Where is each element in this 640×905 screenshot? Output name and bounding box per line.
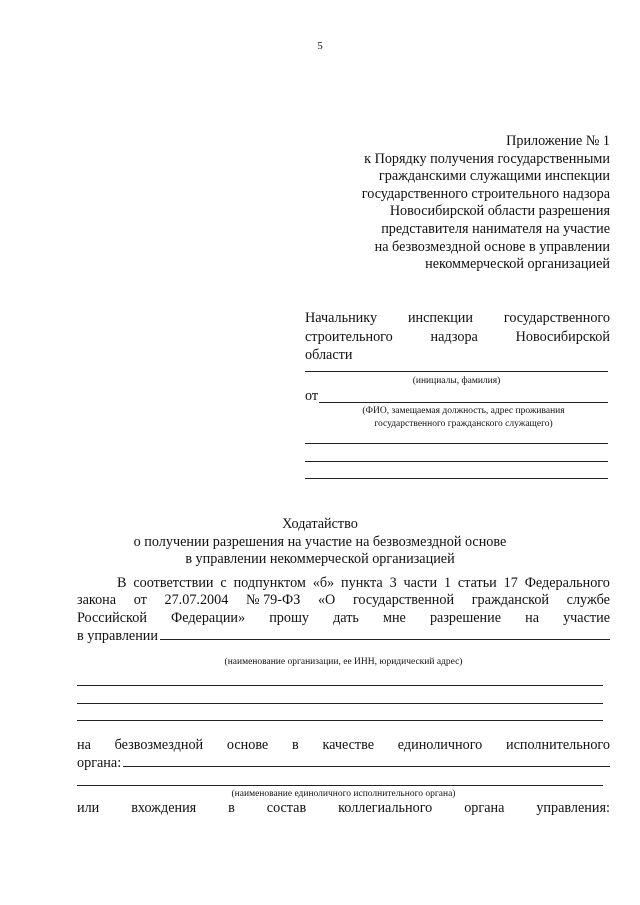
word: коллегиального: [338, 800, 433, 816]
from-label: от: [305, 388, 319, 404]
organization-field-line[interactable]: [160, 627, 610, 640]
applicant-field-line[interactable]: [305, 478, 608, 479]
word: мне: [382, 609, 406, 626]
organ-label: органа:: [77, 755, 122, 772]
in-management-label: в управлении: [77, 627, 158, 644]
word: 27.07.2004: [164, 592, 229, 609]
word: закона: [77, 592, 117, 609]
word: 3: [389, 575, 397, 591]
applicant-field-line[interactable]: [305, 443, 608, 444]
word: В: [117, 575, 127, 591]
fio-caption-1: (ФИО, замещаемая должность, адрес проживания: [362, 406, 565, 416]
word: № 79-ФЗ: [245, 592, 301, 609]
appendix-line: представителя нанимателя на участие: [381, 220, 610, 237]
word: службе: [566, 592, 610, 609]
executive-organ-field-line[interactable]: [77, 785, 603, 786]
title-line: о получении разрешения на участие на безвозмездной основе: [133, 533, 507, 550]
organization-caption: (наименование организации, ее ИНН, юридический адрес): [224, 657, 463, 667]
word: вхождения: [131, 800, 197, 816]
word: единоличного: [397, 737, 483, 753]
appendix-line: Приложение № 1: [506, 133, 610, 149]
word: государственного: [503, 310, 610, 326]
title-line: Ходатайство: [282, 516, 358, 532]
petition-paragraph: [77, 575, 610, 645]
applicant-field-line[interactable]: [305, 461, 608, 462]
title-line: в управлении некоммерческой организацией: [185, 551, 455, 567]
word: участие: [563, 609, 610, 626]
paragraph-line: [77, 575, 610, 592]
word: на: [77, 737, 91, 753]
word: на: [525, 609, 539, 626]
paragraph-line: [77, 754, 610, 772]
appendix-line: на безвозмездной основе в управлении: [374, 238, 610, 255]
word: «О: [317, 592, 336, 609]
word: основе: [226, 737, 269, 753]
word: дать: [333, 609, 359, 626]
word: подпунктом: [233, 575, 306, 591]
paragraph-line: [77, 610, 610, 627]
word: соответствии: [133, 575, 214, 591]
organization-field-line[interactable]: [77, 720, 603, 721]
page-number: 5: [317, 40, 323, 52]
appendix-line: к Порядку получения государственными: [364, 150, 610, 167]
appendix-line: некоммерческой организацией: [425, 256, 610, 273]
document-title: [0, 516, 640, 569]
initials-field-line[interactable]: [305, 371, 608, 372]
organization-field-line[interactable]: [77, 685, 603, 686]
word: состав: [266, 800, 307, 816]
word: надзора: [430, 328, 478, 345]
executive-organ-field-line[interactable]: [123, 754, 610, 767]
paragraph-line: [77, 800, 610, 817]
word: «б»: [312, 575, 335, 591]
addressee-line-3: области: [305, 347, 353, 363]
word: государственной: [352, 592, 455, 609]
addressee-line-1: [305, 309, 610, 328]
appendix-line: гражданскими служащими инспекции: [378, 168, 610, 185]
addressee-line-2: [305, 328, 610, 347]
addressee-block: [305, 309, 610, 365]
executive-organ-paragraph: [77, 737, 610, 773]
word: органа: [464, 800, 505, 816]
word: прошу: [269, 609, 309, 626]
word: от: [133, 592, 147, 609]
collegial-organ-paragraph: [77, 800, 610, 817]
paragraph-line: [77, 737, 610, 754]
word: Начальнику: [305, 310, 378, 326]
word: управления:: [536, 800, 610, 816]
initials-caption: (инициалы, фамилия): [412, 376, 501, 386]
from-field-line[interactable]: [319, 402, 608, 403]
appendix-line: государственного строительного надзора: [361, 185, 610, 202]
word: Федерации»: [171, 609, 246, 626]
word: исполнительного: [506, 737, 610, 753]
word: Российской: [77, 609, 147, 626]
word: Новосибирской: [515, 328, 610, 345]
word: инспекции: [407, 310, 473, 326]
word: 1: [443, 575, 452, 591]
word: гражданской: [471, 592, 550, 609]
word: или: [77, 800, 100, 816]
word: качестве: [322, 737, 375, 753]
word: Федерального: [524, 575, 610, 591]
word: пункта: [341, 575, 383, 591]
word: строительного: [305, 328, 393, 345]
word: разрешение: [429, 609, 502, 626]
organization-field-line[interactable]: [77, 703, 603, 704]
word: с: [220, 575, 227, 591]
word: в: [291, 737, 299, 753]
word: части: [403, 575, 438, 591]
paragraph-line: [77, 592, 610, 609]
paragraph-line: [77, 627, 610, 645]
appendix-line: Новосибирской области разрешения: [389, 203, 610, 220]
word: 17: [503, 575, 518, 591]
word: в: [228, 800, 235, 816]
appendix-header: [300, 133, 610, 274]
fio-caption-2: государственного гражданского служащего): [374, 419, 553, 429]
word: безвозмездной: [114, 737, 204, 753]
word: статьи: [457, 575, 497, 591]
executive-organ-caption: (наименование единоличного исполнительного органа): [231, 789, 456, 799]
